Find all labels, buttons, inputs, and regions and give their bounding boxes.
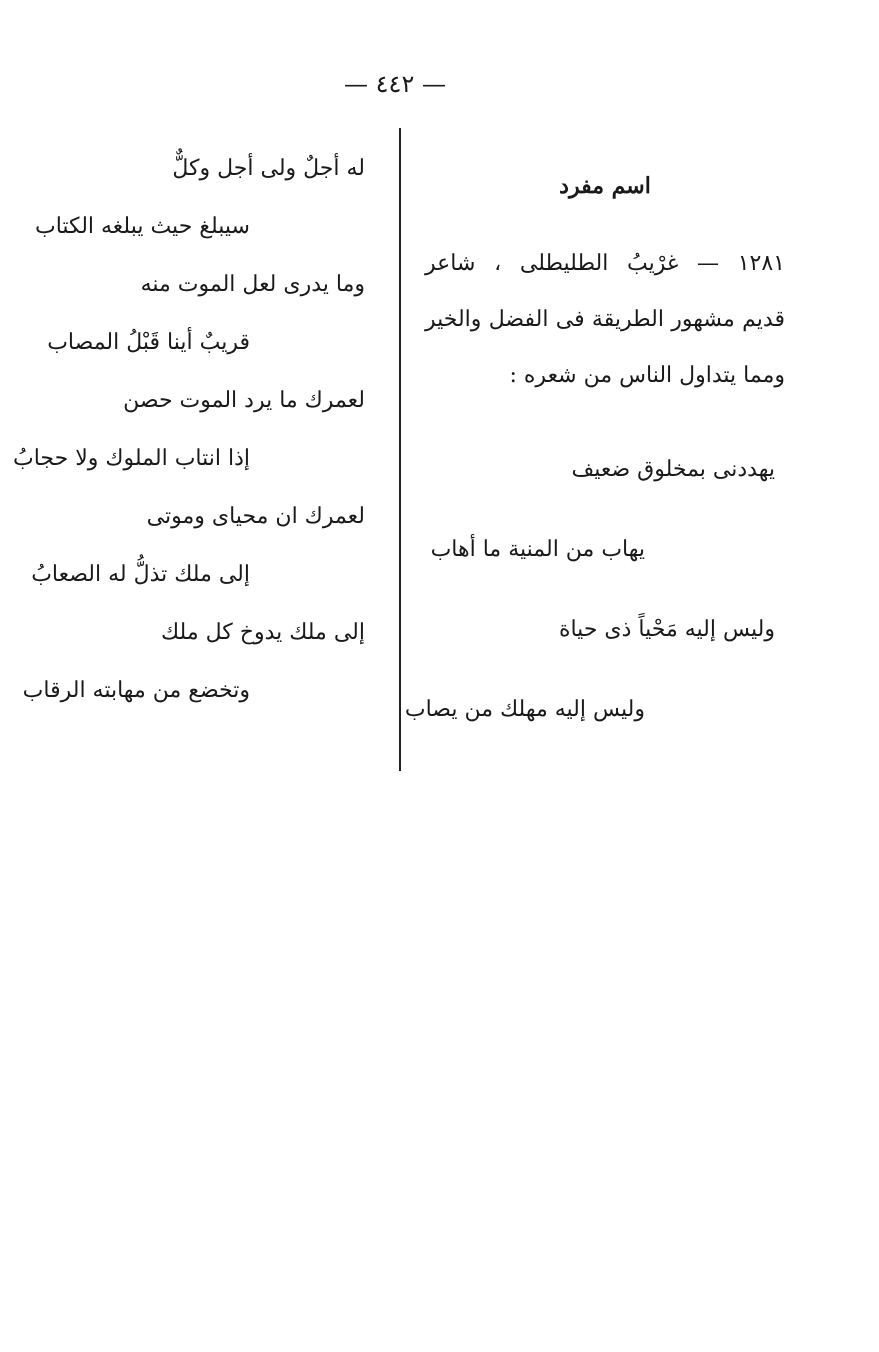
entry-line: ١٢٨١ — غرْيبُ الطليطلى ، شاعر: [425, 251, 785, 276]
verse-line: له أجلٌ ولى أجل وكلٌّ: [172, 156, 365, 181]
verse-line: إذا انتاب الملوك ولا حجابُ: [13, 446, 250, 471]
verse-line: لعمرك ان محياى وموتى: [146, 504, 365, 529]
verse-line: سيبلغ حيث يبلغه الكتاب: [35, 214, 250, 239]
entry-paragraph: [425, 236, 785, 404]
verse-line: إلى ملك تذلُّ له الصعابُ: [31, 562, 250, 587]
verse-line: قريبٌ أينا قَبْلُ المصاب: [47, 330, 250, 355]
verse-line: وتخضع من مهابته الرقاب: [22, 678, 250, 703]
left-column: [13, 140, 365, 720]
right-column: [404, 140, 785, 730]
page-number: — ٤٤٢ —: [344, 70, 446, 98]
column-divider: [399, 128, 401, 771]
entry-line: ومما يتداول الناس من شعره :: [509, 363, 785, 388]
entry-line: قديم مشهور الطريقة فى الفضل والخير: [425, 307, 785, 332]
section-heading: اسم مفرد: [559, 173, 651, 199]
verse-line: وما يدرى لعل الموت منه: [140, 272, 365, 297]
verse-line: وليس إليه مَحْياً ذى حياة: [558, 617, 775, 642]
verse-line: إلى ملك يدوخ كل ملك: [161, 620, 365, 645]
verse-line: يهاب من المنية ما أهاب: [430, 537, 645, 562]
verse-line: لعمرك ما يرد الموت حصن: [123, 388, 365, 413]
verse-line: يهددنى بمخلوق ضعيف: [571, 457, 775, 482]
verse-line: وليس إليه مهلك من يصاب: [404, 697, 645, 722]
